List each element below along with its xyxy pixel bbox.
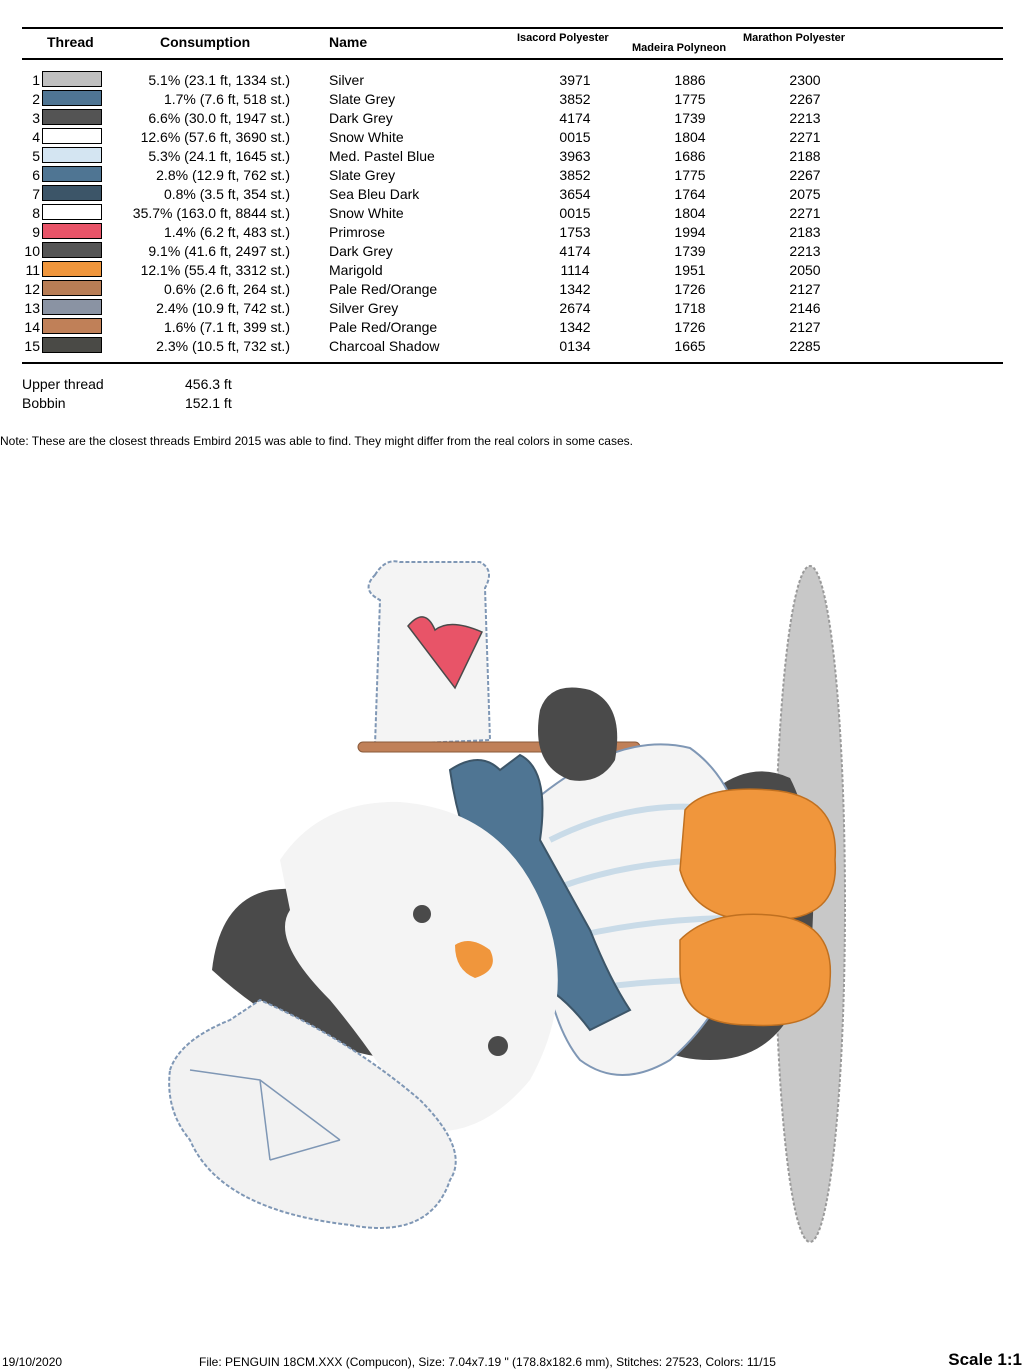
marathon-code: 2188 [789,148,821,164]
thread-name: Primrose [329,224,386,240]
thread-color-swatch [42,280,102,296]
table-row [0,279,1024,298]
thread-color-swatch [42,204,102,220]
thread-name: Slate Grey [329,91,396,107]
thread-number: 15 [24,338,40,354]
header-consumption: Consumption [160,34,251,50]
isacord-code: 4174 [559,110,591,126]
thread-color-swatch [42,128,102,144]
table-bottom-rule [22,362,1003,364]
madeira-code: 1665 [674,338,706,354]
thread-name: Med. Pastel Blue [329,148,435,164]
thread-name: Snow White [329,129,404,145]
marathon-code: 2127 [789,319,821,335]
madeira-code: 1739 [674,243,706,259]
table-row [0,165,1024,184]
thread-name: Marigold [329,262,383,278]
table-row [0,222,1024,241]
header-marathon: Marathon Polyester [743,32,846,44]
thread-consumption: 6.6% (30.0 ft, 1947 st.) [148,110,290,126]
thread-color-swatch [42,90,102,106]
table-row [0,127,1024,146]
thread-consumption: 1.6% (7.1 ft, 399 st.) [163,319,290,335]
madeira-code: 1886 [674,72,706,88]
thread-color-swatch [42,223,102,239]
upper-thread-label: Upper thread [22,376,104,392]
madeira-code: 1718 [674,300,706,316]
madeira-code: 1726 [674,319,706,335]
table-row [0,70,1024,89]
footer-file-info: File: PENGUIN 18CM.XXX (Compucon), Size: 7.04x7.19 " (178.8x182.6 mm), Stitches: 27523, Colors: 11/15 [199,1355,776,1369]
table-header-rule [22,58,1003,60]
thread-name: Dark Grey [329,243,393,259]
marathon-code: 2300 [789,72,821,88]
marathon-code: 2267 [789,167,821,183]
thread-color-swatch [42,71,102,87]
header-thread: Thread [47,34,94,50]
thread-name: Sea Bleu Dark [329,186,420,202]
bobbin-label: Bobbin [22,395,66,411]
thread-consumption: 2.8% (12.9 ft, 762 st.) [156,167,290,183]
thread-color-swatch [42,147,102,163]
thread-number: 13 [24,300,40,316]
thread-number: 1 [32,72,40,88]
table-row [0,108,1024,127]
thread-color-swatch [42,337,102,353]
thread-number: 7 [32,186,40,202]
madeira-code: 1804 [674,129,706,145]
thread-name: Slate Grey [329,167,396,183]
thread-color-swatch [42,318,102,334]
isacord-code: 3852 [559,167,591,183]
table-row [0,336,1024,355]
bobbin-value: 152.1 ft [185,395,232,411]
marathon-code: 2271 [789,129,821,145]
table-row [0,260,1024,279]
marathon-code: 2213 [789,110,821,126]
table-row [0,298,1024,317]
thread-consumption: 2.4% (10.9 ft, 742 st.) [156,300,290,316]
thread-color-swatch [42,261,102,277]
madeira-code: 1775 [674,167,706,183]
thread-color-swatch [42,166,102,182]
marathon-code: 2285 [789,338,821,354]
isacord-code: 1342 [559,319,591,335]
header-madeira: Madeira Polyneon [632,42,727,54]
isacord-code: 3963 [559,148,591,164]
thread-number: 8 [32,205,40,221]
thread-name: Silver [329,72,365,88]
madeira-code: 1764 [674,186,706,202]
marathon-code: 2127 [789,281,821,297]
upper-thread-value: 456.3 ft [185,376,232,392]
table-top-rule [22,27,1003,29]
thread-number: 6 [32,167,40,183]
isacord-code: 0015 [559,205,591,221]
thread-number: 2 [32,91,40,107]
thread-number: 11 [25,262,40,278]
thread-name: Dark Grey [329,110,393,126]
thread-color-swatch [42,242,102,258]
table-row [0,317,1024,336]
madeira-code: 1686 [674,148,706,164]
marathon-code: 2271 [789,205,821,221]
thread-note: Note: These are the closest threads Embird 2015 was able to find. They might differ from the real colors in some cases. [0,434,633,448]
madeira-code: 1994 [674,224,706,240]
thread-consumption: 12.6% (57.6 ft, 3690 st.) [140,129,290,145]
madeira-code: 1739 [674,110,706,126]
isacord-code: 0015 [559,129,591,145]
madeira-code: 1804 [674,205,706,221]
thread-consumption: 1.4% (6.2 ft, 483 st.) [163,224,290,240]
thread-color-swatch [42,109,102,125]
marathon-code: 2267 [789,91,821,107]
footer-date: 19/10/2020 [2,1355,63,1369]
table-row [0,241,1024,260]
table-row [0,203,1024,222]
thread-consumption: 2.3% (10.5 ft, 732 st.) [156,338,290,354]
isacord-code: 1342 [559,281,591,297]
madeira-code: 1775 [674,91,706,107]
thread-number: 14 [24,319,40,335]
thread-consumption: 5.3% (24.1 ft, 1645 st.) [148,148,290,164]
thread-consumption: 1.7% (7.6 ft, 518 st.) [163,91,290,107]
isacord-code: 4174 [559,243,591,259]
thread-number: 9 [32,224,40,240]
marathon-code: 2146 [789,300,821,316]
thread-consumption: 5.1% (23.1 ft, 1334 st.) [148,72,290,88]
thread-name: Snow White [329,205,404,221]
marathon-code: 2050 [789,262,821,278]
isacord-code: 1753 [559,224,591,240]
thread-consumption: 12.1% (55.4 ft, 3312 st.) [140,262,290,278]
thread-name: Pale Red/Orange [329,319,438,335]
marathon-code: 2213 [789,243,821,259]
thread-number: 10 [24,243,40,259]
header-name: Name [329,34,368,50]
thread-number: 12 [24,281,40,297]
isacord-code: 3654 [559,186,591,202]
thread-name: Silver Grey [329,300,399,316]
thread-number: 5 [32,148,40,164]
isacord-code: 1114 [560,262,590,278]
thread-consumption: 0.6% (2.6 ft, 264 st.) [163,281,290,297]
marathon-code: 2183 [789,224,821,240]
table-row [0,146,1024,165]
thread-number: 3 [32,110,40,126]
thread-color-swatch [42,185,102,201]
isacord-code: 3971 [559,72,591,88]
thread-number: 4 [32,129,40,145]
isacord-code: 3852 [559,91,591,107]
madeira-code: 1951 [674,262,706,278]
table-row [0,184,1024,203]
thread-consumption: 9.1% (41.6 ft, 2497 st.) [148,243,290,259]
thread-color-swatch [42,299,102,315]
footer-scale: Scale 1:1 [948,1350,1022,1369]
thread-consumption: 0.8% (3.5 ft, 354 st.) [163,186,290,202]
isacord-code: 0134 [559,338,591,354]
madeira-code: 1726 [674,281,706,297]
marathon-code: 2075 [789,186,821,202]
thread-name: Pale Red/Orange [329,281,438,297]
penguin-embroidery-preview [150,540,870,1260]
table-row [0,89,1024,108]
header-isacord: Isacord Polyester [517,32,609,44]
isacord-code: 2674 [559,300,591,316]
thread-consumption: 35.7% (163.0 ft, 8844 st.) [132,205,290,221]
thread-name: Charcoal Shadow [329,338,440,354]
